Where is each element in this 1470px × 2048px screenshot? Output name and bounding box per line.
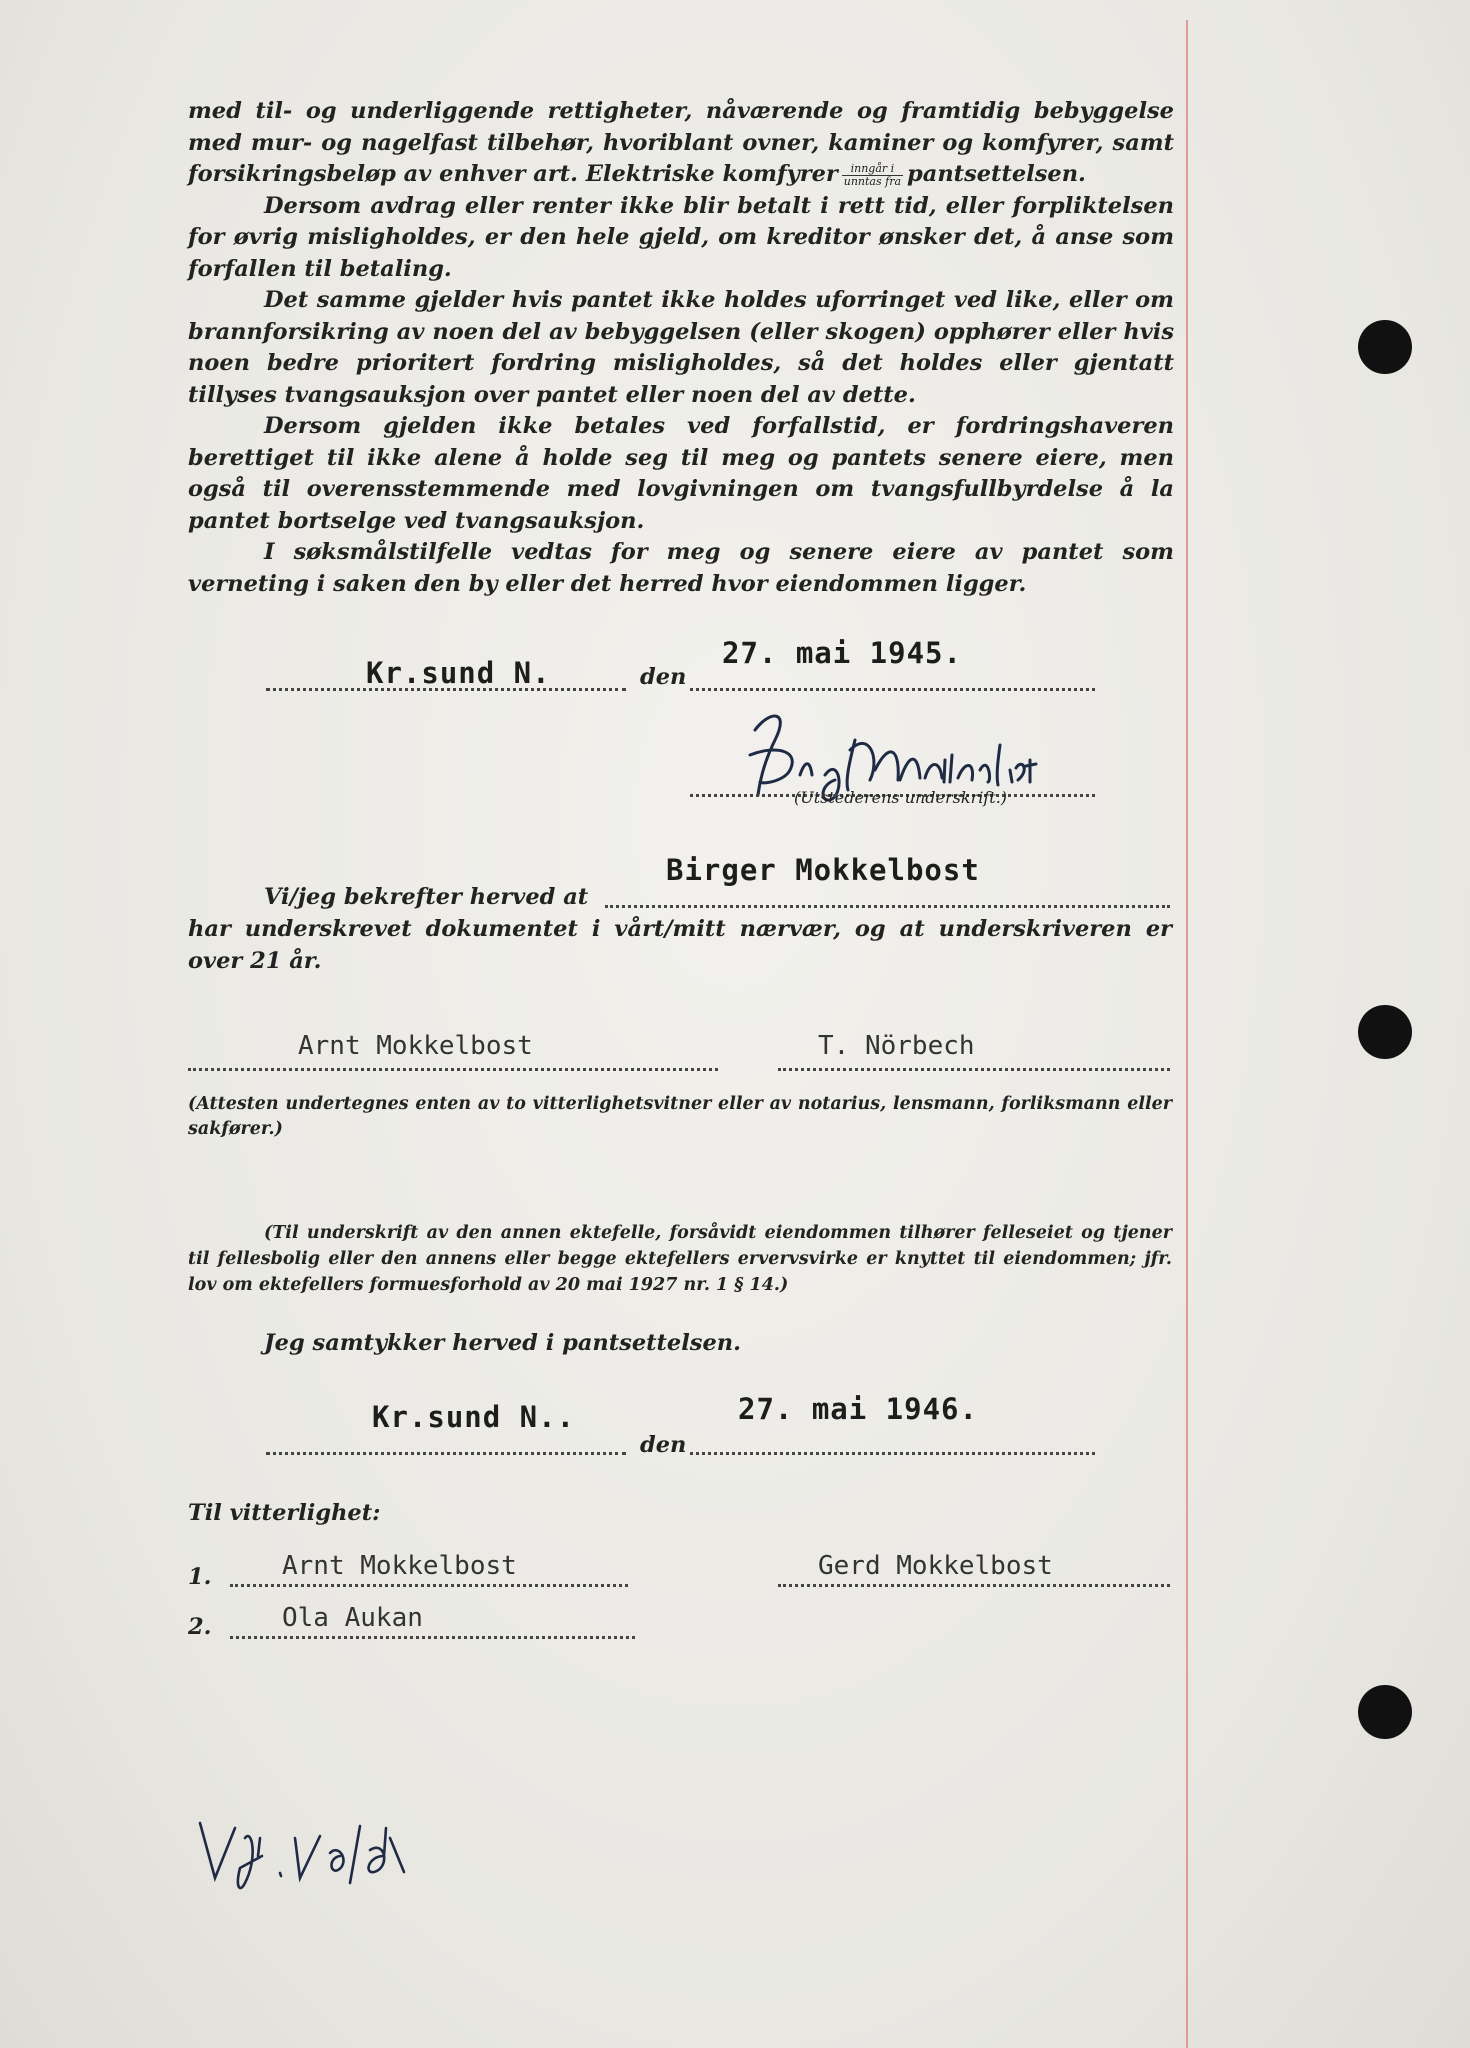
confirmation-text: har underskrevet dokumentet i vårt/mitt nærvær, og at underskriveren er over 21 år. [188,916,1172,974]
attest-note: (Attesten undertegnes enten av to vitterlighetsvitner eller av notarius, lensmann, forliksmann eller sakfører.) [188,1094,1172,1139]
witness-row-2-left: Ola Aukan [282,1603,423,1633]
paragraph-venue: I søksmålstilfelle vedtas for meg og senere eiere av pantet som verneting i saken den by eller det herred hvor eiendommen ligger. [188,539,1174,597]
witness-2-dotted-line [778,1068,1170,1071]
margin-line [1186,20,1188,2048]
place-value: Kr.sund N. [366,656,551,690]
witness-row-1-left-dotted [230,1584,628,1587]
witness-1-dotted-line [188,1068,718,1071]
date-value: 27. mai 1945. [722,636,962,670]
witness-row-2-number: 2. [188,1614,212,1640]
paragraph-property: med til- og underliggende rettigheter, nåværende og framtidig bebyggelse med mur- og nagelfast tilbehør, hvoriblant ovner, kaminer og komfyrer, samt forsikringsbeløp av enhver art. Elektriske komfyrer $\frac{\text{inngår i}}{\text{unntas fra}}$ pantsettelsen. [188,98,1174,188]
witness-row-1-left: Arnt Mokkelbost [282,1551,517,1581]
witness-row-1-right-dotted [778,1584,1170,1587]
fraction-choice: $\frac{\text{inngår i}}{\text{unntas fra}}$ [843,161,902,188]
paragraph-forced-sale: Dersom gjelden ikke betales ved forfallstid, er fordringshaveren berettiget til ikke alene å holde seg til meg og pantets senere eiere, men også til overensstemmende med lovgivningen om tvangsfullbyrdelse å la pantet bortselge ved tvangsauksjon. [188,413,1174,534]
punch-hole [1358,1685,1412,1739]
date-value-2: 27. mai 1946. [738,1392,978,1426]
confirmation-lead: Vi/jeg bekrefter herved at [264,884,589,910]
paragraph-maintenance: Det samme gjelder hvis pantet ikke holdes uforringet ved like, eller om brannforsikring av noen del av bebyggelsen (eller skogen) opphører eller hvis noen bedre prioritert fordring misligholdes, så det holdes eller gjentatt tillyses tvangsauksjon over pantet eller noen del av dette. [188,287,1174,408]
issuer-caption: (Utstederens underskrift.) [794,788,1008,807]
witness-row-2-left-dotted [230,1636,635,1639]
date-dotted-line-2 [690,1452,1095,1455]
den-label-2: den [640,1432,687,1458]
til-vitterlighet-label: Til vitterlighet: [188,1500,381,1526]
mortgage-terms-text [188,96,1174,600]
punch-hole [1358,320,1412,374]
spouse-note: (Til underskrift av den annen ektefelle, forsåvidt eiendommen tilhører felleseiet og tjener til fellesbolig eller den annens eller begge ektefellers ervervsvirke er knyttet til eiendommen; jfr. lov om ektefellers formuesforhold av 20 mai 1927 nr. 1 § 14.) [188,1223,1172,1295]
place-dotted-line-2 [266,1452,626,1455]
witness-row-1-right: Gerd Mokkelbost [818,1551,1053,1581]
confirmation-dotted-line [605,905,1170,908]
consent-text: Jeg samtykker herved i pantsettelsen. [264,1330,741,1356]
witness-row-1-number: 1. [188,1564,212,1590]
date-dotted-line [690,688,1095,691]
paragraph-default: Dersom avdrag eller renter ikke blir betalt i rett tid, eller forpliktelsen for øvrig misligholdes, er den hele gjeld, om kreditor ønsker det, å anse som forfallen til betaling. [188,192,1174,282]
witness-2-name: T. Nörbech [818,1031,975,1061]
handwritten-note [190,1808,410,1898]
punch-hole [1358,1005,1412,1059]
issuer-typed-name: Birger Mokkelbost [666,853,980,887]
place-value-2: Kr.sund N.. [372,1400,576,1434]
den-label: den [640,664,687,690]
witness-1-name: Arnt Mokkelbost [298,1031,533,1061]
